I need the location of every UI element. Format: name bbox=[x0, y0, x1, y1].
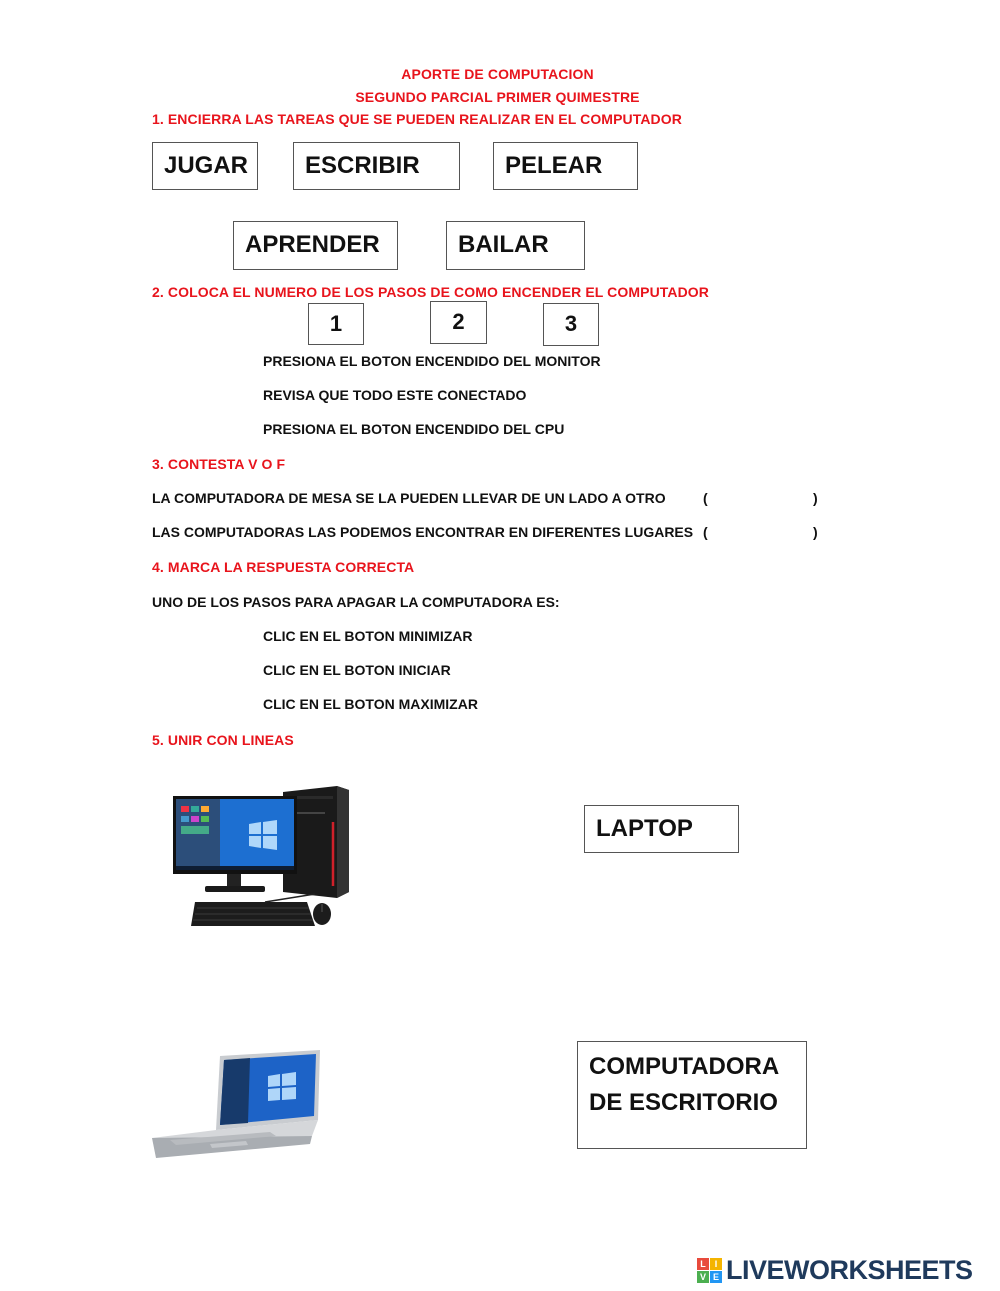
logo-letter-v: V bbox=[697, 1271, 709, 1283]
desktop-computer-image[interactable] bbox=[165, 782, 360, 934]
laptop-image[interactable] bbox=[150, 1050, 322, 1165]
logo-letter-i: I bbox=[710, 1258, 722, 1270]
liveworksheets-wordmark: LIVEWORKSHEETS bbox=[726, 1255, 973, 1285]
worksheet-subtitle: SEGUNDO PARCIAL PRIMER QUIMESTRE bbox=[355, 89, 640, 105]
q4-prompt: 4. MARCA LA RESPUESTA CORRECTA bbox=[152, 559, 415, 575]
q5-label-desktop-line2: DE ESCRITORIO bbox=[589, 1089, 778, 1116]
q3-answer-1-open-paren: ( bbox=[703, 490, 708, 506]
q2-step-2[interactable]: REVISA QUE TODO ESTE CONECTADO bbox=[263, 387, 527, 403]
q2-number-2[interactable]: 2 bbox=[430, 301, 487, 344]
q2-step-1[interactable]: PRESIONA EL BOTON ENCENDIDO DEL MONITOR bbox=[263, 353, 601, 369]
q5-prompt: 5. UNIR CON LINEAS bbox=[152, 732, 294, 748]
q3-prompt: 3. CONTESTA V O F bbox=[152, 456, 286, 472]
q3-statement-2: LAS COMPUTADORAS LAS PODEMOS ENCONTRAR EN DIFERENTES LUGARES bbox=[152, 524, 694, 540]
q3-statement-1: LA COMPUTADORA DE MESA SE LA PUEDEN LLEVAR DE UN LADO A OTRO bbox=[152, 490, 666, 506]
q4-option-minimizar[interactable]: CLIC EN EL BOTON MINIMIZAR bbox=[263, 628, 473, 644]
q3-answer-1-field[interactable] bbox=[716, 486, 810, 508]
q5-label-desktop-line1: COMPUTADORA bbox=[589, 1053, 780, 1080]
liveworksheets-logo-icon bbox=[697, 1258, 723, 1284]
q5-label-desktop[interactable] bbox=[577, 1041, 807, 1149]
q3-answer-1-close-paren: ) bbox=[813, 490, 818, 506]
q4-option-iniciar[interactable]: CLIC EN EL BOTON INICIAR bbox=[263, 662, 451, 678]
q3-answer-2-field[interactable] bbox=[716, 520, 810, 542]
worksheet-title: APORTE DE COMPUTACION bbox=[401, 66, 594, 82]
q1-option-jugar[interactable]: JUGAR bbox=[152, 142, 258, 190]
q1-option-escribir[interactable]: ESCRIBIR bbox=[293, 142, 460, 190]
q5-label-laptop[interactable]: LAPTOP bbox=[584, 805, 739, 853]
q2-step-3[interactable]: PRESIONA EL BOTON ENCENDIDO DEL CPU bbox=[263, 421, 565, 437]
q1-prompt: 1. ENCIERRA LAS TAREAS QUE SE PUEDEN REALIZAR EN EL COMPUTADOR bbox=[152, 111, 682, 127]
q2-prompt: 2. COLOCA EL NUMERO DE LOS PASOS DE COMO ENCENDER EL COMPUTADOR bbox=[152, 284, 710, 300]
logo-letter-e: E bbox=[710, 1271, 722, 1283]
q4-question: UNO DE LOS PASOS PARA APAGAR LA COMPUTADORA ES: bbox=[152, 594, 560, 610]
q3-answer-2-open-paren: ( bbox=[703, 524, 708, 540]
q2-number-1[interactable]: 1 bbox=[308, 303, 364, 345]
q1-option-bailar[interactable]: BAILAR bbox=[446, 221, 585, 270]
q1-option-aprender[interactable]: APRENDER bbox=[233, 221, 398, 270]
q2-number-3[interactable]: 3 bbox=[543, 303, 599, 346]
logo-letter-l: L bbox=[697, 1258, 709, 1270]
q1-option-pelear[interactable]: PELEAR bbox=[493, 142, 638, 190]
q3-answer-2-close-paren: ) bbox=[813, 524, 818, 540]
q4-option-maximizar[interactable]: CLIC EN EL BOTON MAXIMIZAR bbox=[263, 696, 478, 712]
